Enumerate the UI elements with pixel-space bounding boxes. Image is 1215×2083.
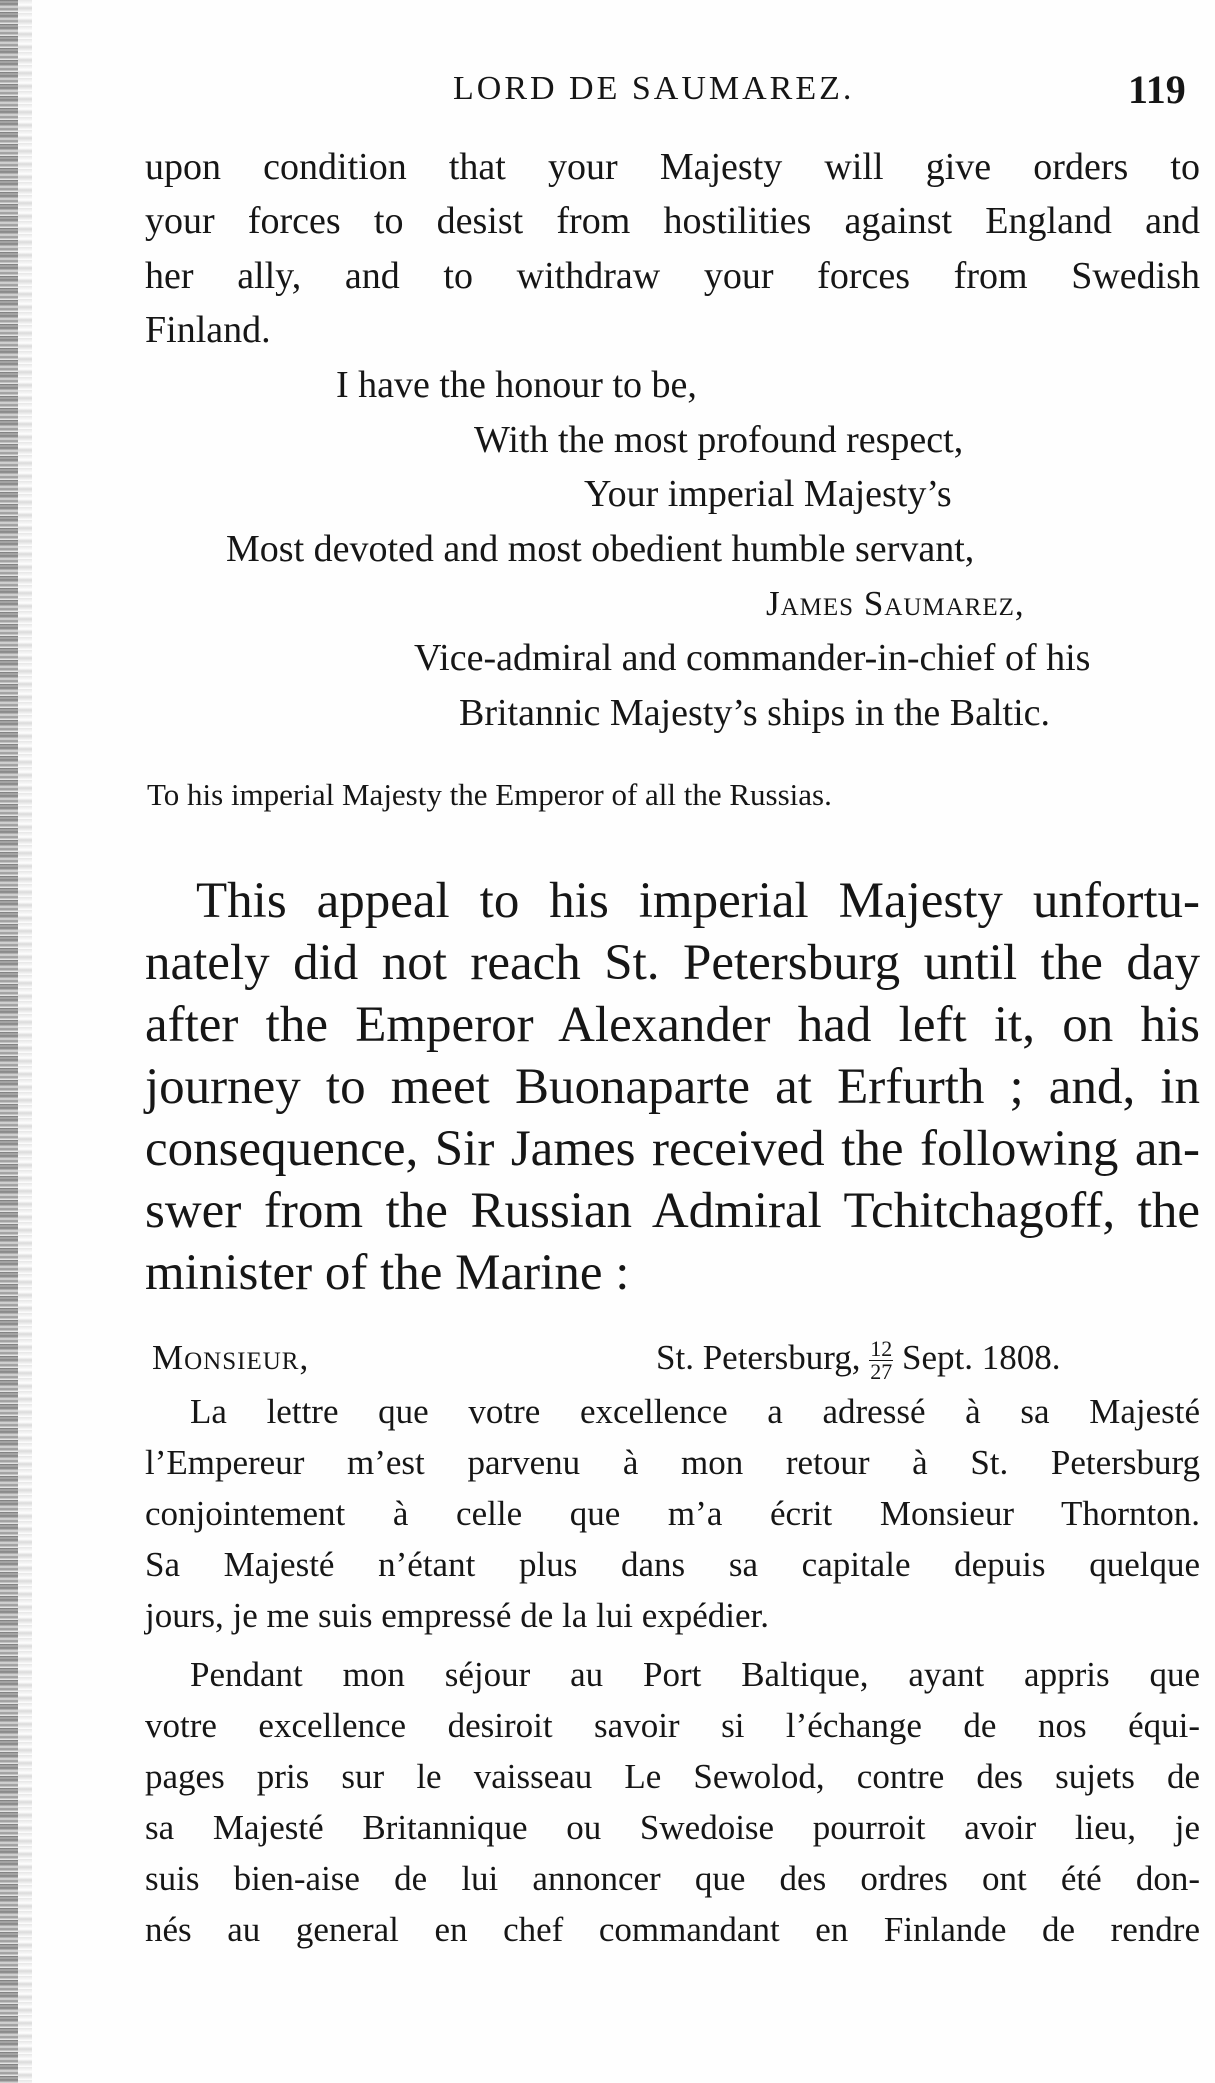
date-fraction — [869, 1338, 893, 1383]
signatory-title-line: Vice-admiral and commander-in-chief of his — [414, 637, 1091, 679]
closing-line: I have the honour to be, — [336, 364, 697, 406]
narrative-line: minister of the Marine : — [145, 1245, 630, 1301]
closing-line: Most devoted and most obedient humble servant, — [226, 528, 975, 570]
letter-body-line: your forces to desist from hostilities against England and — [145, 200, 1200, 242]
narrative-line: nately did not reach St. Petersburg until the day — [145, 935, 1200, 991]
running-title: LORD DE SAUMAREZ. — [453, 70, 855, 107]
letter-body-line: upon condition that your Majesty will give orders to — [145, 146, 1200, 188]
reply-paragraph2-line: sa Majesté Britannique ou Swedoise pourroit avoir lieu, je — [145, 1808, 1200, 1847]
letter-body-line: Finland. — [145, 309, 271, 351]
signatory-title-line: Britannic Majesty’s ships in the Baltic. — [459, 692, 1051, 734]
signature: James Saumarez, — [766, 584, 1025, 623]
salutation: Monsieur, — [152, 1338, 310, 1377]
book-gutter-edge — [18, 0, 32, 2083]
reply-paragraph1-line: l’Empereur m’est parvenu à mon retour à St. Petersburg — [145, 1443, 1200, 1482]
narrative-line: journey to meet Buonaparte at Erfurth ; and, in — [145, 1059, 1200, 1115]
page-number: 119 — [1128, 67, 1186, 112]
place-date-prefix: St. Petersburg, — [656, 1338, 861, 1377]
reply-paragraph2-line: suis bien-aise de lui annoncer que des ordres ont été don- — [145, 1859, 1200, 1898]
reply-paragraph1-line: La lettre que votre excellence a adressé à sa Majesté — [190, 1392, 1200, 1431]
reply-paragraph2-line: votre excellence desiroit savoir si l’échange de nos équi- — [145, 1706, 1200, 1745]
place-date-suffix: Sept. 1808. — [902, 1338, 1061, 1377]
place-date — [656, 1338, 1060, 1383]
closing-line: With the most profound respect, — [474, 419, 964, 461]
reply-paragraph2-line: nés au general en chef commandant en Finlande de rendre — [145, 1910, 1200, 1949]
book-spine-shadow — [0, 0, 18, 2083]
narrative-line: after the Emperor Alexander had left it, on his — [145, 997, 1200, 1053]
letter-address: To his imperial Majesty the Emperor of all the Russias. — [147, 777, 832, 812]
letter-body-line: her ally, and to withdraw your forces from Swedish — [145, 255, 1200, 297]
reply-paragraph1-line: jours, je me suis empressé de la lui expédier. — [145, 1596, 770, 1635]
narrative-line: consequence, Sir James received the following an- — [145, 1121, 1200, 1177]
reply-paragraph1-line: conjointement à celle que m’a écrit Monsieur Thornton. — [145, 1494, 1200, 1533]
reply-paragraph2-line: Pendant mon séjour au Port Baltique, ayant appris que — [190, 1655, 1200, 1694]
reply-paragraph2-line: pages pris sur le vaisseau Le Sewolod, contre des sujets de — [145, 1757, 1200, 1796]
date-fraction-bottom: 27 — [870, 1359, 893, 1385]
date-fraction-top: 12 — [870, 1336, 893, 1362]
narrative-line: This appeal to his imperial Majesty unfortu- — [196, 873, 1200, 929]
closing-line: Your imperial Majesty’s — [584, 473, 952, 515]
narrative-line: swer from the Russian Admiral Tchitchagoff, the — [145, 1183, 1200, 1239]
reply-paragraph1-line: Sa Majesté n’étant plus dans sa capitale depuis quelque — [145, 1545, 1200, 1584]
